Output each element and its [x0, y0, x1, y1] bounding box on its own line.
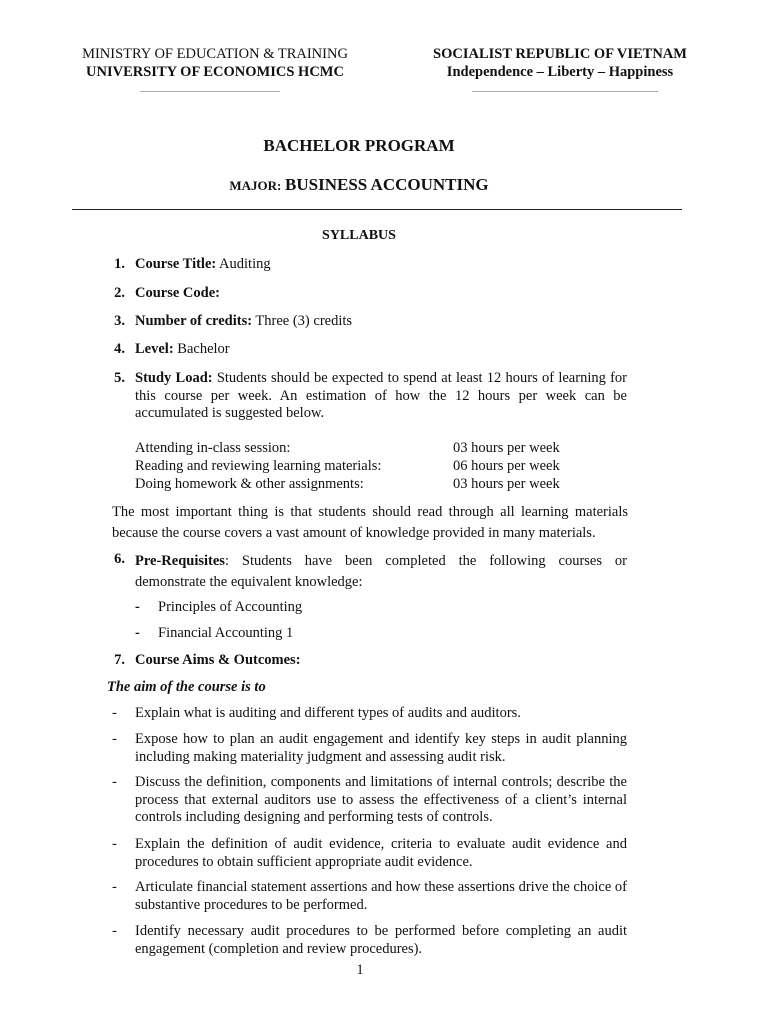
prerequisites-item — [135, 551, 627, 593]
hours-value: 06 hours per week — [453, 458, 560, 474]
prereq-dash: - — [135, 599, 140, 615]
prerequisite-course: Principles of Accounting — [158, 599, 303, 615]
item-label: Course Title: — [135, 256, 217, 272]
right-header-rule — [472, 91, 658, 92]
ministry-name: MINISTRY OF EDUCATION & TRAINING — [82, 46, 348, 62]
aim-dash: - — [112, 731, 117, 747]
item-number: 7. — [114, 652, 125, 668]
item-label: Study Load: — [135, 370, 213, 386]
major-value: BUSINESS ACCOUNTING — [285, 175, 489, 194]
activity-label: Reading and reviewing learning materials: — [135, 458, 382, 474]
ministry-header — [55, 45, 375, 81]
title-rule — [72, 209, 682, 210]
activity-label: Doing homework & other assignments: — [135, 476, 364, 492]
course-code-item — [135, 285, 220, 302]
national-motto: Independence – Liberty – Happiness — [446, 64, 674, 80]
item-number: 2. — [114, 285, 125, 301]
aim-dash: - — [112, 879, 117, 895]
level-item — [135, 341, 230, 358]
important-note: The most important thing is that students should read through all learning materials because the course covers a vast amount of knowledge provided in many materials. — [112, 504, 628, 541]
item-value: Auditing — [216, 256, 271, 272]
credits-item — [135, 313, 352, 330]
item-number: 5. — [114, 370, 125, 386]
item-value: Students should be expected to spend at least 12 hours of learning for this course per week. An estimation of how the 12 hours per week can be accumulated is suggested below. — [135, 370, 628, 421]
study-load-row — [135, 476, 575, 494]
major-line — [0, 175, 718, 195]
item-label: Course Code: — [135, 285, 220, 301]
study-load-item — [135, 370, 627, 423]
item-number: 3. — [114, 313, 125, 329]
item-label: Number of credits: — [135, 313, 253, 329]
aim-dash: - — [112, 836, 117, 852]
aim-item: Explain what is auditing and different types of audits and auditors. — [135, 705, 521, 721]
prerequisite-course: Financial Accounting 1 — [158, 625, 294, 641]
item-value: Three (3) credits — [252, 313, 353, 329]
aim-item: Discuss the definition, components and limitations of internal controls; describe the process that external auditors use to assess the effectiveness of a client’s internal controls including designing and performing tests of controls. — [135, 774, 627, 825]
item-value: : Students have been completed the following courses or demonstrate the equivalent knowledge: — [135, 553, 627, 590]
hours-value: 03 hours per week — [453, 476, 560, 492]
republic-header — [410, 45, 710, 81]
hours-value: 03 hours per week — [453, 440, 560, 456]
course-title-item — [135, 256, 271, 273]
activity-label: Attending in-class session: — [135, 440, 291, 456]
item-label: Pre-Requisites — [135, 553, 225, 569]
page-number: 1 — [356, 962, 364, 978]
item-number: 1. — [114, 256, 125, 272]
prereq-dash: - — [135, 625, 140, 641]
left-header-rule — [140, 91, 280, 92]
aim-item: Expose how to plan an audit engagement and identify key steps in audit planning including making materiality judgment and assessing audit risk. — [135, 731, 627, 765]
item-number: 6. — [114, 551, 125, 567]
country-name: SOCIALIST REPUBLIC OF VIETNAM — [433, 46, 687, 62]
aim-item: Identify necessary audit procedures to be performed before completing an audit engagement (completion and review procedures). — [135, 923, 627, 957]
major-label: MAJOR: — [229, 178, 282, 193]
syllabus-heading: SYLLABUS — [322, 228, 396, 243]
item-number: 4. — [114, 341, 125, 357]
university-name: UNIVERSITY OF ECONOMICS HCMC — [86, 64, 344, 80]
study-load-row — [135, 458, 575, 476]
course-aims-item: Course Aims & Outcomes: — [135, 652, 301, 668]
aims-heading: The aim of the course is to — [107, 679, 266, 695]
item-value: Bachelor — [173, 341, 230, 357]
aim-dash: - — [112, 774, 117, 790]
study-load-row — [135, 440, 575, 458]
aim-dash: - — [112, 923, 117, 939]
program-title: BACHELOR PROGRAM — [263, 136, 455, 155]
aim-item: Articulate financial statement assertions and how these assertions drive the choice of substantive procedures to be performed. — [135, 879, 627, 913]
aim-item: Explain the definition of audit evidence, criteria to evaluate audit evidence and procedures to obtain sufficient appropriate audit evidence. — [135, 836, 627, 870]
aim-dash: - — [112, 705, 117, 721]
item-label: Level: — [135, 341, 174, 357]
